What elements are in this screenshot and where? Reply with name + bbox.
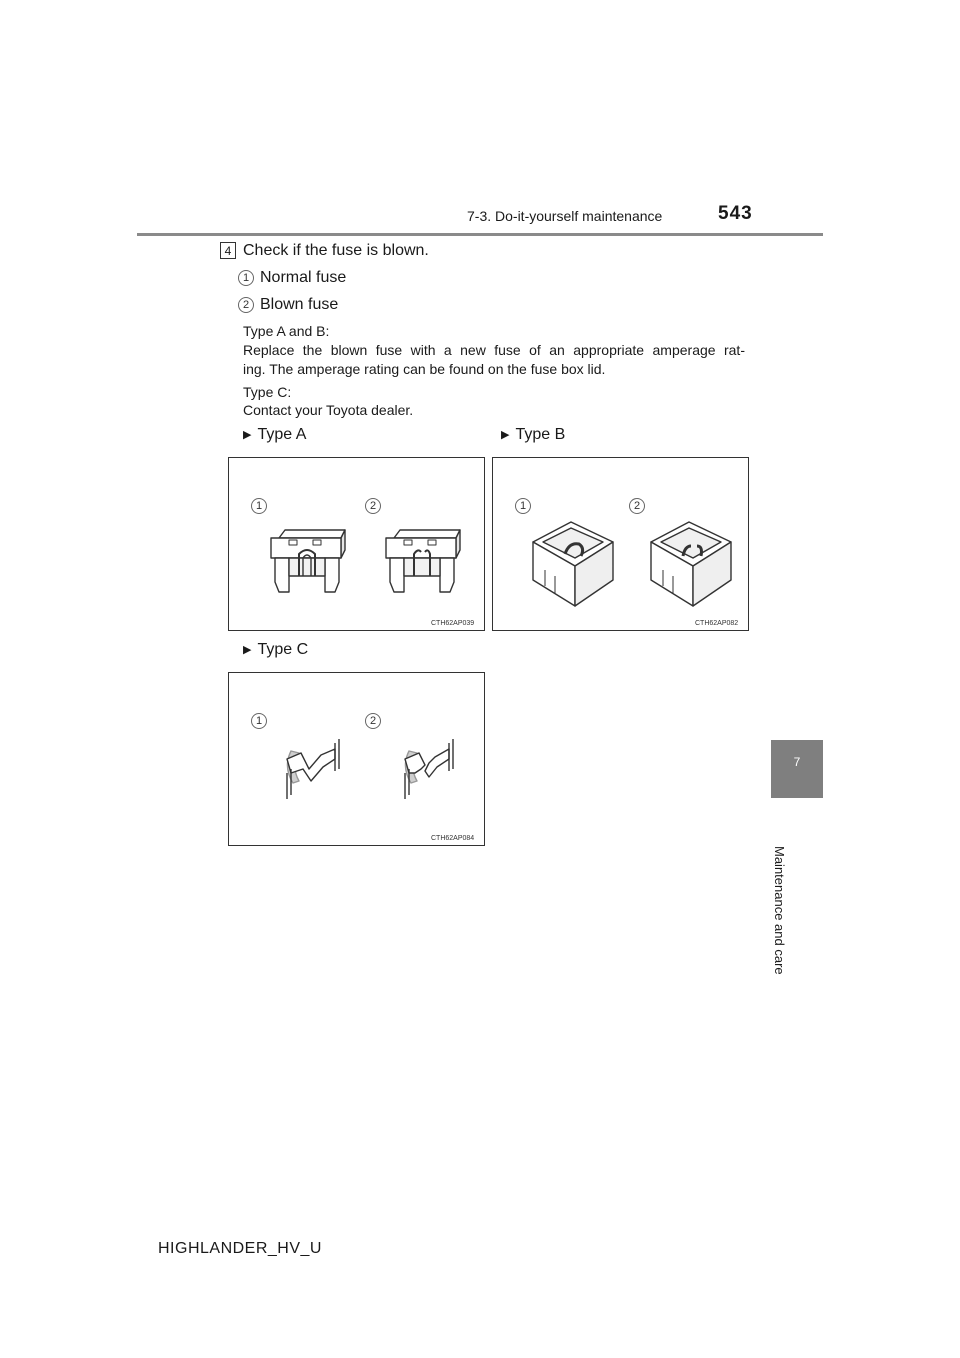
callout-blown: 2	[629, 498, 645, 514]
triangle-right-icon: ▶	[243, 429, 252, 441]
type-c-label: ▶ Type C	[243, 641, 309, 658]
type-a-label: ▶ Type A	[243, 426, 307, 443]
figure-type-c	[228, 672, 485, 846]
fuse-type-b-illustration	[493, 458, 750, 632]
figure-code: CTH62AP084	[431, 835, 475, 842]
page-number: 543	[718, 203, 753, 224]
item-number-blown: 2	[238, 297, 254, 313]
header-divider	[137, 233, 823, 236]
figure-code: CTH62AP082	[695, 620, 739, 627]
note-text-ab-line2: ing. The amperage rating can be found on the fuse box lid.	[243, 361, 606, 377]
figure-type-b	[492, 457, 749, 631]
item-label-normal: Normal fuse	[260, 269, 347, 286]
callout-normal: 1	[251, 498, 267, 514]
model-code: HIGHLANDER_HV_U	[158, 1240, 322, 1257]
chapter-tab	[771, 740, 823, 798]
step-instruction: Check if the fuse is blown.	[243, 242, 429, 259]
callout-blown: 2	[365, 498, 381, 514]
triangle-right-icon: ▶	[243, 644, 252, 656]
figure-code: CTH62AP039	[431, 620, 475, 627]
note-text-c: Contact your Toyota dealer.	[243, 402, 414, 418]
note-text-ab-line1: Replace the blown fuse with a new fuse of an appropriate amperage rat-	[243, 342, 745, 358]
type-b-label: ▶ Type B	[501, 426, 566, 443]
callout-normal: 1	[515, 498, 531, 514]
triangle-right-icon: ▶	[501, 429, 510, 441]
figure-type-a	[228, 457, 485, 631]
item-label-blown: Blown fuse	[260, 296, 339, 313]
fuse-type-a-illustration	[229, 458, 486, 632]
chapter-title-text: Maintenance and care	[772, 846, 787, 975]
step-number-box: 4	[220, 242, 236, 259]
item-number-normal: 1	[238, 270, 254, 286]
section-title: 7-3. Do-it-yourself maintenance	[467, 208, 663, 224]
chapter-number: 7	[793, 755, 801, 769]
callout-normal: 1	[251, 713, 267, 729]
note-heading-c: Type C:	[243, 384, 292, 400]
fuse-type-c-illustration	[229, 673, 486, 847]
note-heading-ab: Type A and B:	[243, 323, 330, 339]
callout-blown: 2	[365, 713, 381, 729]
